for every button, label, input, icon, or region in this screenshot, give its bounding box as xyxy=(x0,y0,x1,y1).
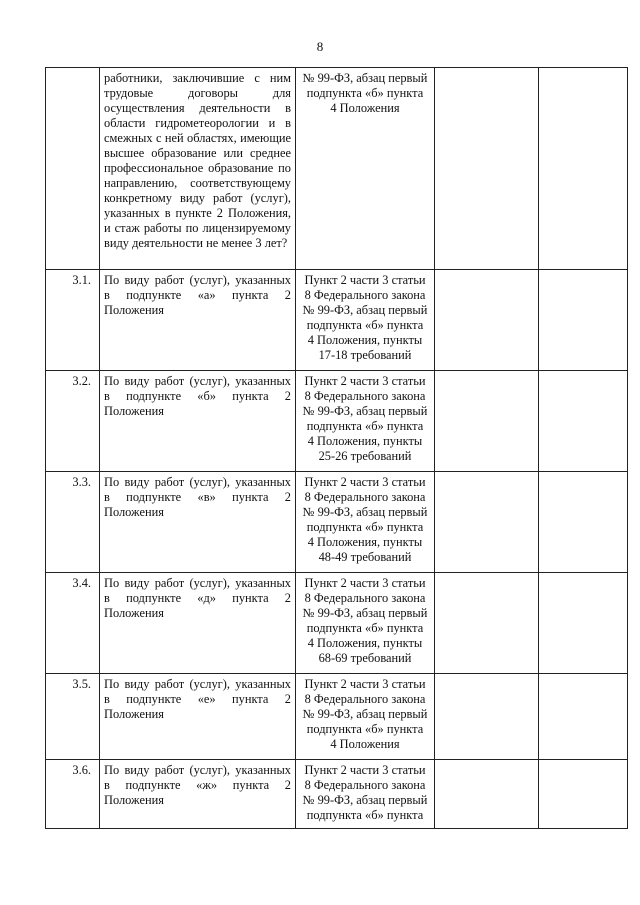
legal-reference: № 99-ФЗ, абзац первый подпункта «б» пункта 4 Положения xyxy=(296,68,435,270)
row-number: 3.4. xyxy=(46,573,100,674)
requirement-text: По виду работ (услуг), указанных в подпункте «б» пункта 2 Положения xyxy=(100,371,296,472)
answer-cell xyxy=(435,371,539,472)
row-number: 3.5. xyxy=(46,674,100,760)
note-cell xyxy=(539,371,628,472)
note-cell xyxy=(539,472,628,573)
note-cell xyxy=(539,270,628,371)
page-number: 8 xyxy=(316,39,324,54)
answer-cell xyxy=(435,760,539,829)
requirement-text: По виду работ (услуг), указанных в подпункте «е» пункта 2 Положения xyxy=(100,674,296,760)
answer-cell xyxy=(435,270,539,371)
table-row xyxy=(46,270,628,371)
legal-reference: Пункт 2 части 3 статьи 8 Федерального закона № 99-ФЗ, абзац первый подпункта «б» пункта 4 Положения, пункты 68-69 требований xyxy=(296,573,435,674)
legal-reference: Пункт 2 части 3 статьи 8 Федерального закона № 99-ФЗ, абзац первый подпункта «б» пункта 4 Положения, пункты 17-18 требований xyxy=(296,270,435,371)
requirement-text: По виду работ (услуг), указанных в подпункте «в» пункта 2 Положения xyxy=(100,472,296,573)
legal-reference: Пункт 2 части 3 статьи 8 Федерального закона № 99-ФЗ, абзац первый подпункта «б» пункта 4 Положения, пункты 48-49 требований xyxy=(296,472,435,573)
note-cell xyxy=(539,68,628,270)
note-cell xyxy=(539,674,628,760)
table-row xyxy=(46,371,628,472)
table-row xyxy=(46,68,628,270)
row-number xyxy=(46,68,100,270)
row-number: 3.1. xyxy=(46,270,100,371)
requirement-text: По виду работ (услуг), указанных в подпункте «а» пункта 2 Положения xyxy=(100,270,296,371)
row-number: 3.6. xyxy=(46,760,100,829)
legal-reference: Пункт 2 части 3 статьи 8 Федерального закона № 99-ФЗ, абзац первый подпункта «б» пункта 4 Положения, пункты 25-26 требований xyxy=(296,371,435,472)
answer-cell xyxy=(435,68,539,270)
row-number: 3.2. xyxy=(46,371,100,472)
note-cell xyxy=(539,760,628,829)
table-row xyxy=(46,472,628,573)
answer-cell xyxy=(435,573,539,674)
note-cell xyxy=(539,573,628,674)
legal-reference: Пункт 2 части 3 статьи 8 Федерального закона № 99-ФЗ, абзац первый подпункта «б» пункта xyxy=(296,760,435,829)
table-row xyxy=(46,760,628,829)
requirement-text: работники, заключившие с ним трудовые договоры для осуществления деятельности в области гидрометеорологии и в смежных с ней областях, имеющие высшее образование или среднее профессиональное образование по направлению, соответствующему конкретному виду работ (услуг), указанных в пункте 2 Положения, и стаж работы по лицензируемому виду деятельности не менее 3 лет? xyxy=(100,68,296,270)
legal-reference: Пункт 2 части 3 статьи 8 Федерального закона № 99-ФЗ, абзац первый подпункта «б» пункта 4 Положения xyxy=(296,674,435,760)
row-number: 3.3. xyxy=(46,472,100,573)
table-row xyxy=(46,674,628,760)
checklist-table xyxy=(45,67,628,829)
requirement-text: По виду работ (услуг), указанных в подпункте «ж» пункта 2 Положения xyxy=(100,760,296,829)
requirement-text: По виду работ (услуг), указанных в подпункте «д» пункта 2 Положения xyxy=(100,573,296,674)
table-row xyxy=(46,573,628,674)
answer-cell xyxy=(435,674,539,760)
answer-cell xyxy=(435,472,539,573)
